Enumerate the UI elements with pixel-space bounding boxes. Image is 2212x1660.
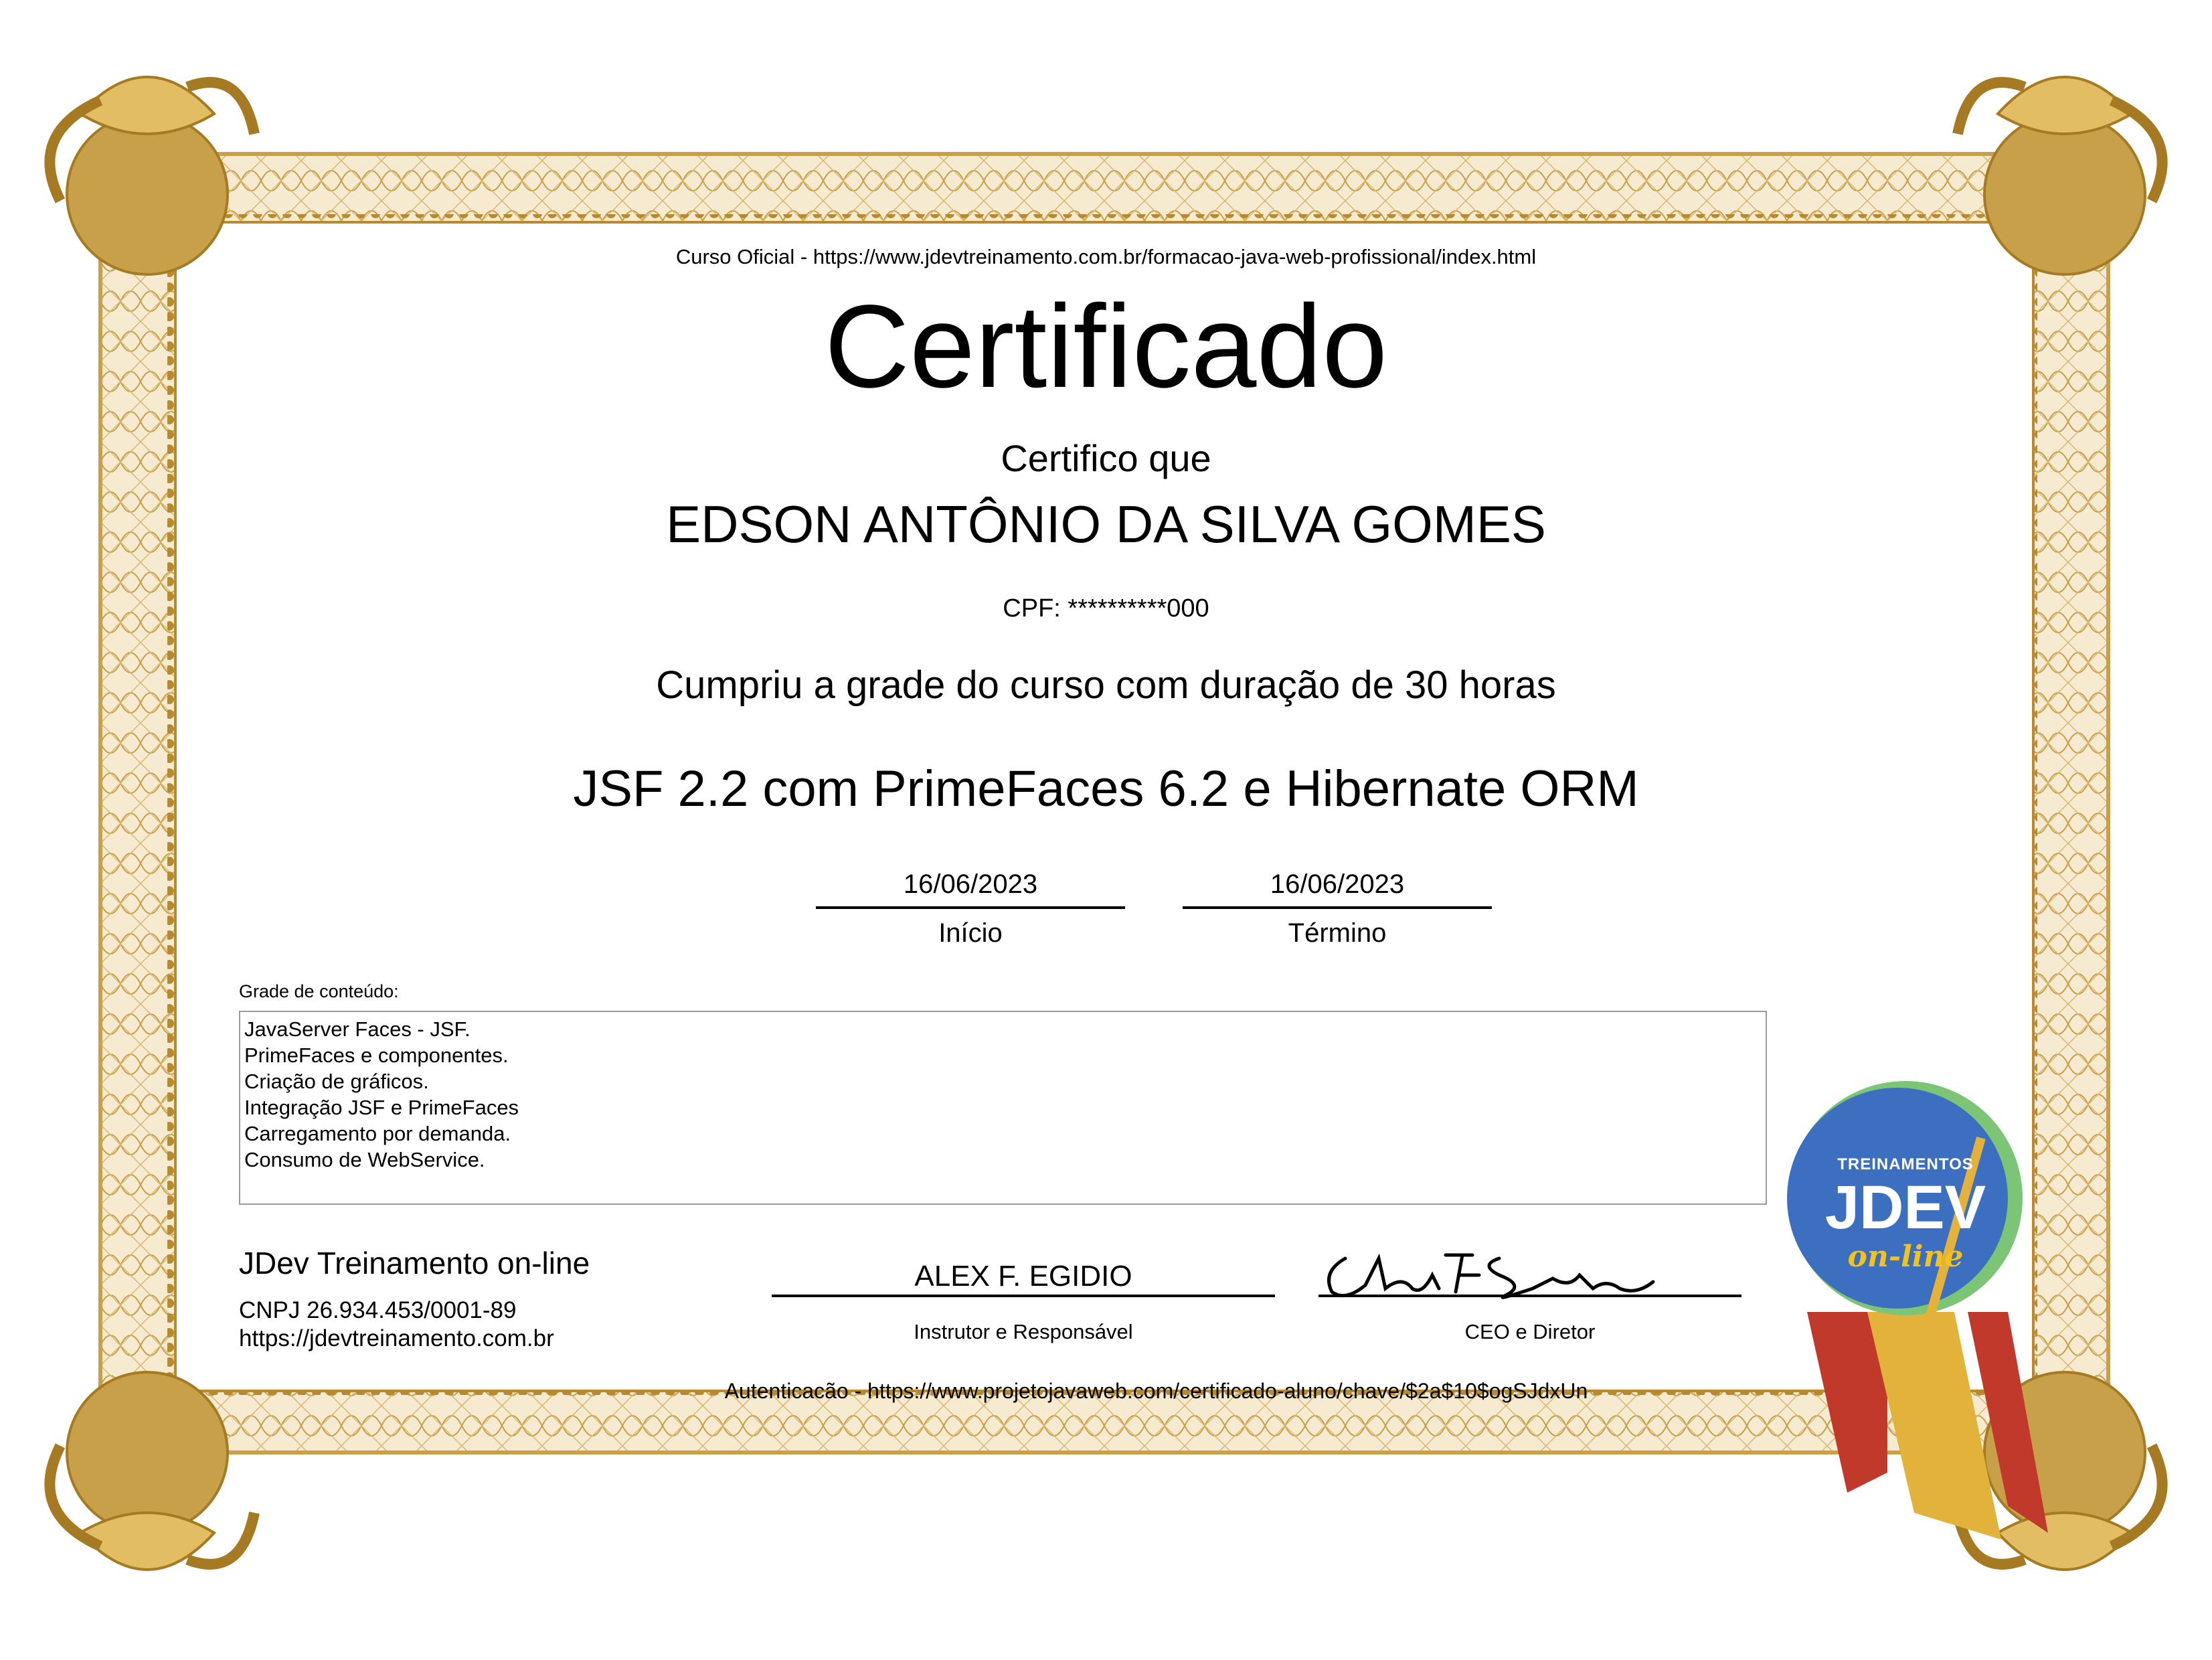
certificate-title: Certificado (824, 281, 1388, 412)
start-date-value: 16/06/2023 (903, 869, 1038, 899)
content-grid-box (239, 1011, 1767, 1205)
end-date-line (1183, 906, 1492, 909)
instructor-name: ALEX F. EGIDIO (914, 1260, 1132, 1293)
school-site[interactable]: https://jdevtreinamento.com.br (239, 1325, 554, 1351)
authentication-url[interactable]: Autenticacão - https://www.projetojavaweb.com/certificado-aluno/chave/$2a$10$ogSJdxUn (724, 1379, 1588, 1403)
seal-line2: JDEV (1824, 1173, 1986, 1242)
seal-line1: TREINAMENTOS (1837, 1155, 1974, 1173)
content-item: Criação de gráficos. (244, 1070, 429, 1093)
content-grid-label: Grade de conteúdo: (239, 981, 399, 1001)
seal-ribbon-icon (1807, 1312, 2048, 1540)
completion-text: Cumpriu a grade do curso com duração de 30 horas (656, 663, 1556, 707)
course-name: JSF 2.2 com PrimeFaces 6.2 e Hibernate ORM (573, 760, 1639, 817)
start-date-line (816, 906, 1125, 909)
content-item: Consumo de WebService. (244, 1148, 485, 1171)
cpf-label: CPF: (1003, 594, 1061, 622)
ceo-role: CEO e Diretor (1464, 1320, 1596, 1343)
start-date-label: Início (938, 918, 1003, 948)
certify-text: Certifico que (1001, 437, 1211, 479)
ceo-signature-line (1318, 1295, 1741, 1297)
end-date-label: Término (1288, 918, 1387, 948)
instructor-signature-block (772, 1260, 1275, 1344)
instructor-signature-line (772, 1295, 1275, 1297)
end-date-block (1183, 867, 1492, 948)
cpf (0, 594, 2212, 623)
cpf-value: **********000 (1068, 594, 1209, 622)
end-date-value: 16/06/2023 (1270, 869, 1405, 899)
ceo-signature-block (1318, 1260, 1741, 1344)
content-item: Integração JSF e PrimeFaces (244, 1096, 519, 1119)
official-course-url[interactable]: Curso Oficial - https://www.jdevtreinamento.com.br/formacao-java-web-profissional/index.html (675, 245, 1537, 268)
content-item: JavaServer Faces - JSF. (244, 1017, 471, 1041)
student-name: EDSON ANTÔNIO DA SILVA GOMES (666, 495, 1546, 554)
school-cnpj: CNPJ 26.934.453/0001-89 (239, 1297, 517, 1323)
instructor-role: Instrutor e Responsável (914, 1320, 1133, 1343)
start-date-block (816, 867, 1125, 948)
content-item: PrimeFaces e componentes. (244, 1044, 509, 1067)
content-item: Carregamento por demanda. (244, 1122, 511, 1145)
seal-line3: on-line (1847, 1240, 1964, 1274)
school-name: JDev Treinamento on-line (239, 1246, 590, 1280)
